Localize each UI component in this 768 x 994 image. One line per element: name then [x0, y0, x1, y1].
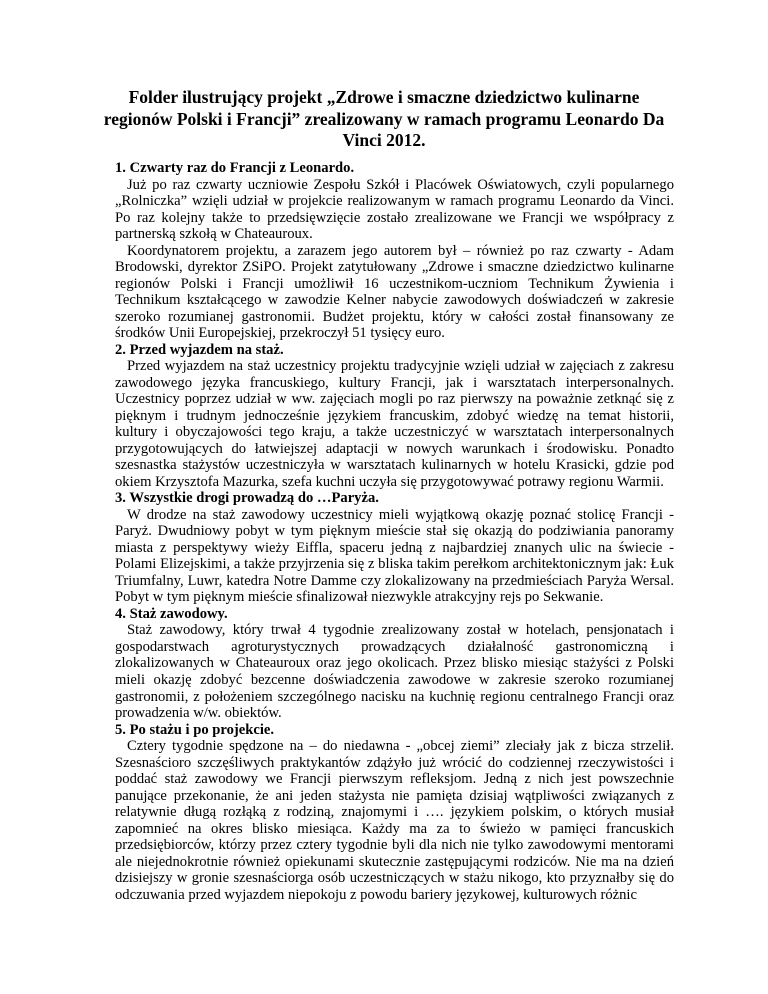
section-4	[115, 606, 674, 722]
section-5	[115, 722, 674, 904]
section-heading: 2. Przed wyjazdem na staż.	[115, 341, 284, 358]
paragraph: Cztery tygodnie spędzone na – do niedawna - „obcej ziemi” zleciały jak z bicza strzelił. Szesnaścioro szczęśliwych praktykantów zdążyło już wrócić do codziennej rzeczywistości i poddać staż zawodowy we Francji pierwszym refleksjom. Jedną z nich jest powszechnie panujące przekonanie, że ani jeden stażysta nie pamięta dzisiaj wątpliwości związanych z relatywnie długą rozłąką z rodziną, znajomymi i …. językiem polskim, o których musiał zapomnieć na okres blisko miesiąca. Każdy ma za to świeżo w pamięci francuskich przedsiębiorców, którzy przez cztery tygodnie byli dla nich nie tylko zawodowymi mentorami ale niejednokrotnie również opiekunami skutecznie zastępującymi rodziców. Nie ma na dzień dzisiejszy w gronie szesnaściorga osób uczestniczących w stażu nikogo, kto przyznałby się do odczuwania przed wyjazdem niepokoju z powodu bariery językowej, kulturowych różnic	[115, 738, 674, 903]
section-heading: 3. Wszystkie drogi prowadzą do …Paryża.	[115, 490, 379, 507]
document-title: Folder ilustrujący projekt „Zdrowe i smaczne dziedzictwo kulinarne regionów Polski i Francji” zrealizowany w ramach programu Leonardo Da Vinci 2012.	[103, 87, 665, 150]
section-heading: 4. Staż zawodowy.	[115, 605, 228, 622]
paragraph: Koordynatorem projektu, a zarazem jego autorem był – również po raz czwarty - Adam Brodowski, dyrektor ZSiPO. Projekt zatytułowany „Zdrowe i smaczne dziedzictwo kulinarne regionów Polski i Francji umożliwił 16 uczestnikom-uczniom Technikum Żywienia i Technikum kształcącego w zawodzie Kelner nabycie zawodowych doświadczeń w zakresie szeroko rozumianej gastronomii. Budżet projektu, który w całości został finansowany ze środków Unii Europejskiej, przekroczył 51 tysięcy euro.	[115, 242, 674, 342]
section-1	[115, 160, 674, 342]
paragraph: W drodze na staż zawodowy uczestnicy mieli wyjątkową okazję poznać stolicę Francji - Paryż. Dwudniowy pobyt w tym pięknym mieście stał się okazją do podziwiania panoramy miasta z perspektywy wieży Eiffla, spaceru jedną z najbardziej znanych ulic na świecie - Polami Elizejskimi, a także przyjrzenia się z bliska takim perełkom architektonicznym jak: Łuk Triumfalny, Luwr, katedra Notre Damme czy zlokalizowany na przedmieściach Paryża Wersal. Pobyt w tym pięknym mieście sfinalizował niezwykle atrakcyjny rejs po Sekwanie.	[115, 506, 674, 606]
section-3	[115, 490, 674, 606]
section-heading: 1. Czwarty raz do Francji z Leonardo.	[115, 160, 355, 176]
paragraph: Przed wyjazdem na staż uczestnicy projektu tradycyjnie wzięli udział w zajęciach z zakresu zawodowego języka francuskiego, kultury Francji, jak i warsztatach interpersonalnych. Uczestnicy poprzez udział w ww. zajęciach mogli po raz pierwszy na poważnie zetknąć się z pięknym i trudnym jednocześnie językiem francuskim, zdobyć wiedzę na temat historii, kultury i obyczajowości tego kraju, a także uczestniczyć w warsztatach interpersonalnych przygotowujących do łatwiejszej adaptacji w nowych warunkach i środowisku. Ponadto szesnastka stażystów uczestniczyła w warsztatach kulinarnych w hotelu Krasicki, gdzie pod okiem Krzysztofa Mazurka, szefa kuchni uczyła się przygotowywać potrawy regionu Warmii.	[115, 358, 674, 490]
section-2	[115, 342, 674, 491]
paragraph: Już po raz czwarty uczniowie Zespołu Szkół i Placówek Oświatowych, czyli popularnego „Rolniczka” wzięli udział w projekcie realizowanym w ramach programu Leonardo da Vinci. Po raz kolejny także to przedsięwzięcie zostało zrealizowane we Francji we współpracy z partnerską szkołą w Chateauroux.	[115, 176, 674, 243]
document-body	[115, 160, 674, 903]
paragraph: Staż zawodowy, który trwał 4 tygodnie zrealizowany został w hotelach, pensjonatach i gospodarstwach agroturystycznych prowadzących działalność gastronomiczną i zlokalizowanych w Chateauroux oraz jego okolicach. Przez blisko miesiąc stażyści z Polski mieli okazję zdobyć bezcenne doświadczenia zawodowe w zakresie szeroko rozumianej gastronomii, z położeniem szczególnego nacisku na kuchnię regionu centralnego Francji oraz prowadzenia w/w. obiektów.	[115, 622, 674, 722]
section-heading: 5. Po stażu i po projekcie.	[115, 721, 275, 738]
